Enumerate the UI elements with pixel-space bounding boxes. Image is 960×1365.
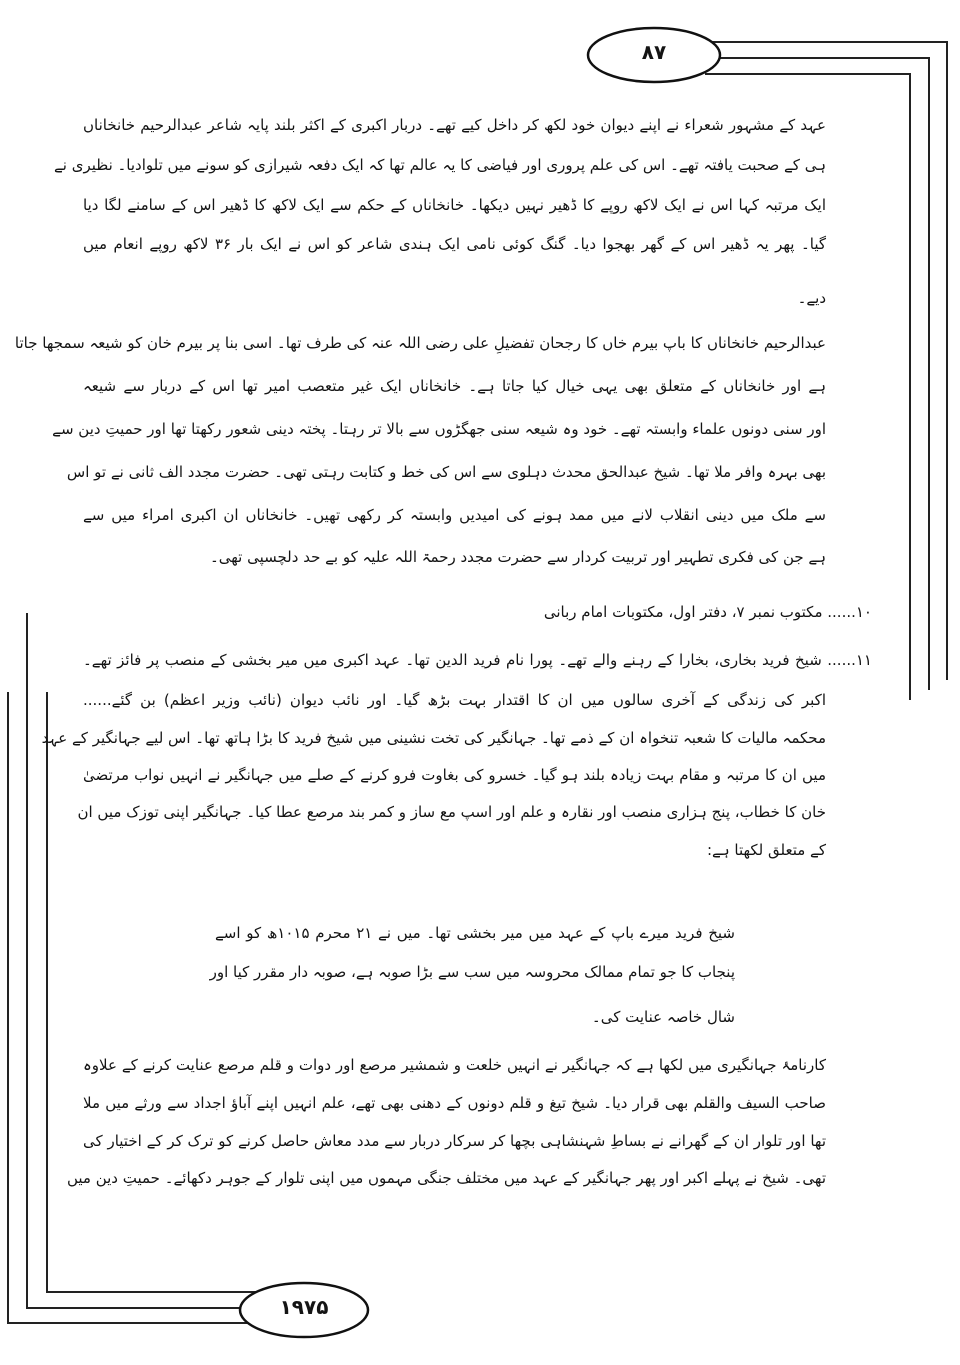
text-line: عہد کے مشہور شعراء نے اپنے دیوان خود لکھ کر داخل کیے تھے۔ دربار اکبری کے اکثر بلند پایہ شاعر عبدالرحیم خانخاناں [83, 116, 826, 134]
text-line: عبدالرحیم خانخاناں کا باپ بیرم خاں کا رجحان تفضیلِ علی رضی اللہ عنہ کی طرف تھا۔ اسی بنا پر بیرم خان کو شیعہ سمجھا جاتا [14, 334, 826, 352]
text-line: ہے جن کی فکری تطہیر اور تربیت کردار سے حضرت مجدد رحمۃ اللہ علیہ کو بے حد دلچسپی تھی۔ [209, 548, 826, 566]
quote-line: پنجاب کا جو تمام ممالک محروسہ میں سب سے بڑا صوبہ ہے، صوبہ دار مقرر کیا اور [209, 963, 735, 981]
footnote-line: اکبر کی زندگی کے آخری سالوں میں ان کا اقتدار بہت بڑھ گیا۔ اور نائب دیوان (نائب وزیر اعظم) بن گئے...... [83, 691, 826, 709]
text-line: ایک مرتبہ کہا اس نے ایک لاکھ روپے کا ڈھیر نہیں دیکھا۔ خانخاناں کے حکم سے ایک لاکھ کا ڈھیر اس کے سامنے لگا دیا [83, 196, 826, 214]
footer-year: ۱۹۷۵ [279, 1295, 329, 1319]
footnote-line: میں ان کا مرتبہ و مقام بہت زیادہ بلند ہو گیا۔ خسرو کی بغاوت فرو کرنے کے صلے میں جہانگیر نے انہیں نواب مرتضیٰ [83, 766, 826, 784]
text-line: دیے۔ [797, 289, 826, 307]
text-line: سے ملک میں دینی انقلاب لانے میں ممد ہونے کی امیدیں وابستہ کر رکھی تھیں۔ خانخاناں ان اکبری امراء میں سے [83, 506, 826, 524]
page-number: ۸۷ [641, 40, 667, 64]
text-line: ہے اور خانخاناں کے متعلق بھی یہی خیال کیا جاتا ہے۔ خانخاناں ایک غیر متعصب امیر تھا اس کے دربار سے شیعہ [83, 377, 826, 395]
footnote-11: ۱۱...... شیخ فرید بخاری، بخارا کے رہنے والے تھے۔ پورا نام فرید الدین تھا۔ عہد اکبری میں میر بخشی کے منصب پر فائز تھے۔ [83, 651, 872, 669]
quote-line: شال خاصہ عنایت کی۔ [591, 1008, 735, 1026]
text-line: ہی کے صحبت یافتہ تھے۔ اس کی علم پروری اور فیاضی کا یہ عالم تھا کہ ایک دفعہ شیرازی کو سونے میں تلوادیا۔ نظیری نے [53, 156, 826, 174]
text-line: کارنامۂ جہانگیری میں لکھا ہے کہ جہانگیر نے انہیں خلعت و شمشیر مرصع اور دوات و قلم مرصع عنایت کرنے کے علاوہ [83, 1056, 826, 1074]
footnote-10: ۱۰...... مکتوب نمبر ۷، دفتر اول، مکتوبات امام ربانی [543, 603, 872, 621]
text-line: تھی۔ شیخ نے پہلے اکبر اور پھر جہانگیر کے عہد میں مختلف جنگی مہموں میں اپنی تلوار کے جوہر دکھائے۔ حمیتِ دین میں [66, 1169, 826, 1187]
text-line: تھا اور تلوار ان کے گھرانے نے بساطِ شہنشاہی بچھا کر سرکار دربار سے مدد معاش حاصل کرنے کو ترک کر کے اختیار کی [83, 1132, 826, 1150]
footnote-line: خان کا خطاب، پنج ہزاری منصب اور نقارہ و علم اور اسپ مع ساز و کمر بند مرصع عطا کیا۔ جہانگیر اپنی توزک میں ان [77, 803, 826, 821]
quote-line: شیخ فرید میرے باپ کے عہد میں میر بخشی تھا۔ میں نے ۲۱ محرم ۱۰۱۵ھ کو اسے [215, 924, 735, 942]
text-line: بھی بہرہ وافر ملا تھا۔ شیخ عبدالحق محدث دہلوی سے اس کی خط و کتابت رہتی تھی۔ حضرت مجدد الف ثانی نے تو اس [66, 463, 826, 481]
footnote-line: کے متعلق لکھتا ہے: [706, 841, 826, 859]
text-line: اور سنی دونوں علماء وابستہ تھے۔ خود وہ شیعہ سنی جھگڑوں سے بالا تر رہتا۔ پختہ دینی شعور رکھتا تھا اور حمیتِ دین سے [52, 420, 826, 438]
text-line: صاحب السیف والقلم بھی قرار دیا۔ شیخ تیغ و قلم دونوں کے دھنی بھی تھے، علم انہیں اپنے آباؤ اجداد سے ورثے میں ملا [83, 1094, 826, 1112]
text-line: گیا۔ پھر یہ ڈھیر اس کے گھر بھجوا دیا۔ گنگ کوئی نامی ایک ہندی شاعر کو اس نے ایک بار ۳۶ لاکھ روپے انعام میں [83, 235, 826, 253]
footnote-line: محکمہ مالیات کا شعبہ تنخواہ ان کے ذمے تھا۔ جہانگیر کی تخت نشینی میں شیخ فرید کا بڑا ہاتھ تھا۔ اس لیے جہانگیر کے عہد [41, 729, 826, 747]
